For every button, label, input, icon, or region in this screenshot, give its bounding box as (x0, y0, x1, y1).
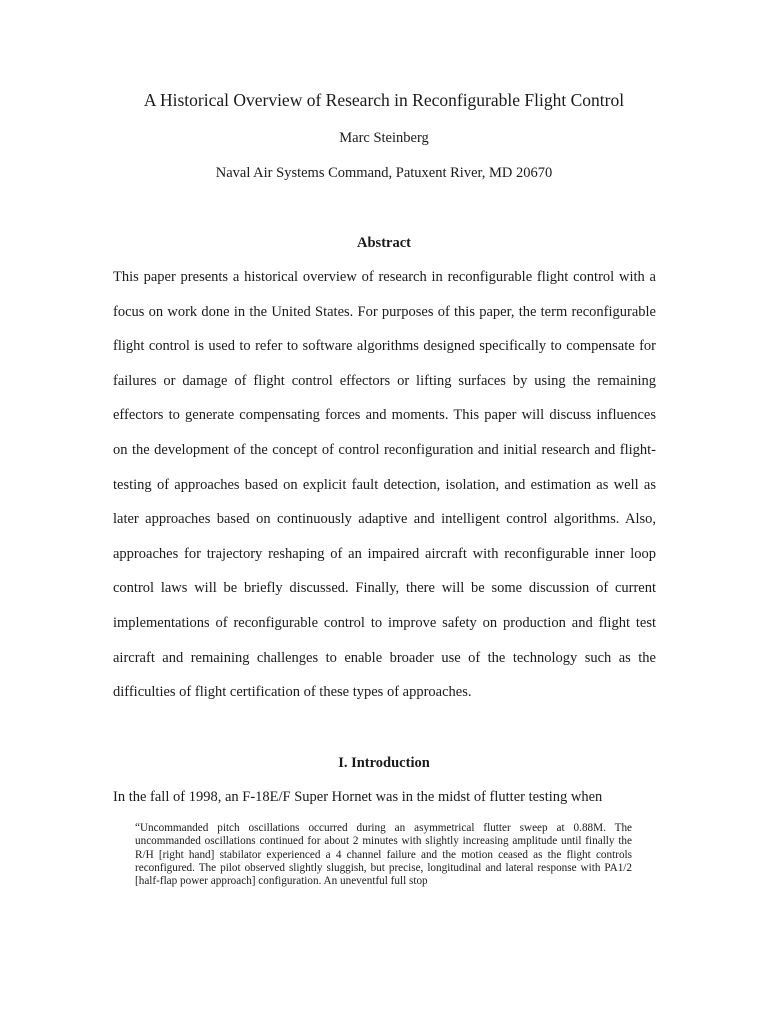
author-affiliation: Naval Air Systems Command, Patuxent River, MD 20670 (215, 165, 553, 181)
introduction-paragraph: In the fall of 1998, an F-18E/F Super Hornet was in the midst of flutter testing when (113, 789, 603, 805)
author-name: Marc Steinberg (339, 130, 429, 146)
abstract-heading: Abstract (357, 235, 411, 251)
abstract-paragraph: This paper presents a historical overview of research in reconfigurable flight control with a focus on work done in the United States. For purposes of this paper, the term reconfigurable flight control is used to refer to software algorithms designed specifically to compensate for failures or damage of flight control effectors or lifting surfaces by using the remaining effectors to generate compensating forces and moments. This paper will discuss influences on the development of the concept of control reconfiguration and initial research and flight-testing of approaches based on explicit fault detection, isolation, and estimation as well as later approaches based on continuously adaptive and intelligent control algorithms. Also, approaches for trajectory reshaping of an impaired aircraft with reconfigurable inner loop control laws will be briefly discussed. Finally, there will be some discussion of current implementations of reconfigurable control to improve safety on production and flight test aircraft and remaining challenges to enable broader use of the technology such as the difficulties of flight certification of these types of approaches. (113, 269, 656, 701)
block-quote: “Uncommanded pitch oscillations occurred during an asymmetrical flutter sweep at 0.88M. The uncommanded oscillations continued for about 2 minutes with slightly increasing amplitude until finally the R/H [right hand] stabilator experienced a 4 channel failure and the motion ceased as the flight controls reconfigured. The pilot observed slightly sluggish, but precise, longitudinal and lateral response with PA1/2 [half-flap power approach] configuration. An uneventful full stop (135, 822, 632, 888)
paper-title: A Historical Overview of Research in Reconfigurable Flight Control (143, 90, 625, 110)
introduction-heading: I. Introduction (338, 755, 430, 771)
